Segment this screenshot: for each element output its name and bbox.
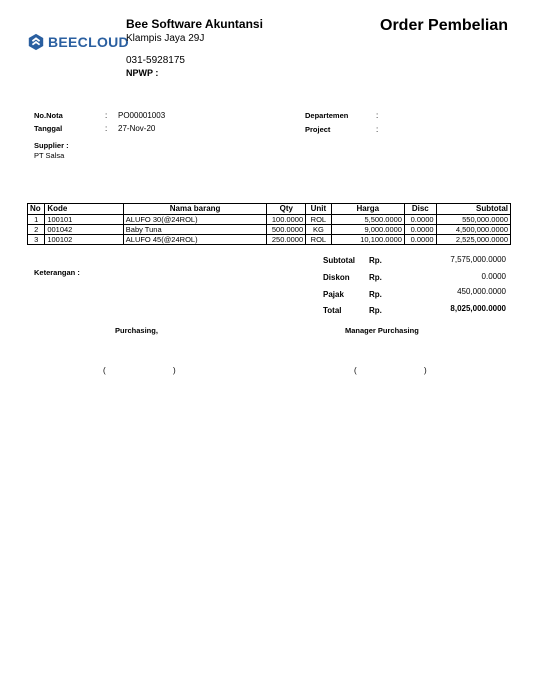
pajak-label: Pajak xyxy=(323,290,344,299)
col-nama-header: Nama barang xyxy=(123,204,267,215)
table-row xyxy=(28,215,511,225)
purchasing-sign-close: ) xyxy=(173,366,176,375)
col-qty-header: Qty xyxy=(267,204,306,215)
cell-unit: KG xyxy=(306,225,331,235)
total-value: 8,025,000.0000 xyxy=(450,304,506,313)
nota-label: No.Nota xyxy=(34,111,63,120)
cell-no: 1 xyxy=(28,215,45,225)
company-logo xyxy=(27,33,129,51)
company-address: Klampis Jaya 29J xyxy=(126,33,205,44)
company-phone: 031-5928175 xyxy=(126,55,185,66)
cell-subtotal: 4,500,000.0000 xyxy=(436,225,510,235)
cell-disc: 0.0000 xyxy=(404,215,436,225)
cell-nama: Baby Tuna xyxy=(123,225,267,235)
cell-kode: 100101 xyxy=(45,215,123,225)
cell-no: 3 xyxy=(28,235,45,245)
items-table xyxy=(27,203,511,245)
logo-text: BEECLOUD xyxy=(48,34,129,50)
tanggal-label: Tanggal xyxy=(34,124,63,133)
purchasing-label: Purchasing, xyxy=(115,326,158,335)
cell-harga: 10,100.0000 xyxy=(331,235,404,245)
nota-colon: : xyxy=(105,111,108,120)
keterangan-label: Keterangan : xyxy=(34,268,80,277)
total-label: Total xyxy=(323,306,342,315)
subtotal-currency: Rp. xyxy=(369,256,382,265)
company-npwp-label: NPWP : xyxy=(126,68,159,78)
subtotal-value: 7,575,000.0000 xyxy=(450,255,506,264)
tanggal-value: 27-Nov-20 xyxy=(118,124,156,133)
supplier-label: Supplier : xyxy=(34,141,69,150)
cell-unit: ROL xyxy=(306,215,331,225)
diskon-currency: Rp. xyxy=(369,273,382,282)
cell-harga: 5,500.0000 xyxy=(331,215,404,225)
purchasing-sign-open: ( xyxy=(103,366,106,375)
manager-purchasing-label: Manager Purchasing xyxy=(345,326,419,335)
company-name: Bee Software Akuntansi xyxy=(126,17,263,31)
table-row xyxy=(28,225,511,235)
cell-nama: ALUFO 45(@24ROL) xyxy=(123,235,267,245)
nota-value: PO00001003 xyxy=(118,111,166,120)
cell-qty: 250.0000 xyxy=(267,235,306,245)
project-colon: : xyxy=(376,125,379,134)
cell-subtotal: 2,525,000.0000 xyxy=(436,235,510,245)
project-label: Project xyxy=(305,125,331,134)
col-kode-header: Kode xyxy=(45,204,123,215)
col-harga-header: Harga xyxy=(331,204,404,215)
total-currency: Rp. xyxy=(369,306,382,315)
cell-disc: 0.0000 xyxy=(404,225,436,235)
cell-no: 2 xyxy=(28,225,45,235)
tanggal-colon: : xyxy=(105,124,108,133)
cell-qty: 500.0000 xyxy=(267,225,306,235)
subtotal-label: Subtotal xyxy=(323,256,355,265)
departemen-label: Departemen xyxy=(305,111,349,120)
cell-unit: ROL xyxy=(306,235,331,245)
cell-nama: ALUFO 30(@24ROL) xyxy=(123,215,267,225)
cell-subtotal: 550,000.0000 xyxy=(436,215,510,225)
cell-kode: 001042 xyxy=(45,225,123,235)
col-disc-header: Disc xyxy=(404,204,436,215)
pajak-currency: Rp. xyxy=(369,290,382,299)
pajak-value: 450,000.0000 xyxy=(457,287,506,296)
document-title: Order Pembelian xyxy=(380,17,509,34)
col-subtotal-header: Subtotal xyxy=(436,204,510,215)
table-header-row xyxy=(28,204,511,215)
supplier-value: PT Salsa xyxy=(34,151,65,160)
cell-harga: 9,000.0000 xyxy=(331,225,404,235)
cell-disc: 0.0000 xyxy=(404,235,436,245)
table-row xyxy=(28,235,511,245)
departemen-colon: : xyxy=(376,111,379,120)
diskon-label: Diskon xyxy=(323,273,350,282)
bee-cloud-logo-icon xyxy=(27,33,45,51)
col-no-header: No xyxy=(28,204,45,215)
manager-sign-close: ) xyxy=(424,366,427,375)
manager-sign-open: ( xyxy=(354,366,357,375)
diskon-value: 0.0000 xyxy=(481,272,506,281)
col-unit-header: Unit xyxy=(306,204,331,215)
cell-kode: 100102 xyxy=(45,235,123,245)
cell-qty: 100.0000 xyxy=(267,215,306,225)
